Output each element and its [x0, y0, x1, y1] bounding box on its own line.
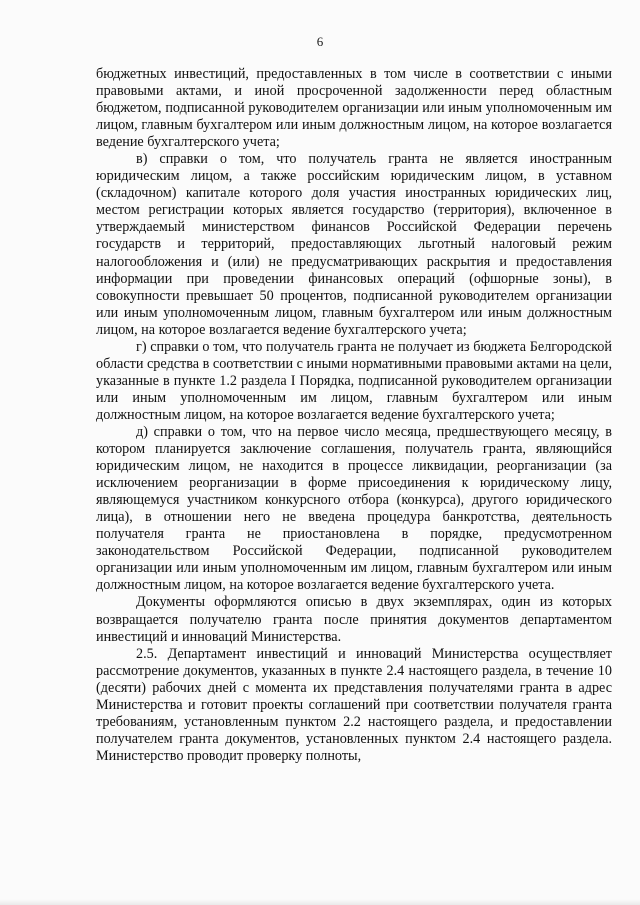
paragraph-item-v: в) справки о том, что получатель гранта не является иностранным юридическим лицом, а также российским юридическим лицом, в уставном (складочном) капитале которого доля участия иностранных юридических лиц, местом регистрации которых является государство (территория), включенное в утверждаемый министерством финансов Российской Федерации перечень государств и территорий, предоставляющих льготный налоговый режим налогообложения и (или) не предусматривающих раскрытия и предоставления информации при проведении финансовых операций (офшорные зоны), в совокупности превышает 50 процентов, подписанной руководителем организации или иным уполномоченным лицом, главным бухгалтером или иным должностным лицом, на которое возлагается ведение бухгалтерского учета;: [96, 151, 612, 338]
page-bottom-edge: [0, 899, 640, 905]
document-body: [96, 66, 612, 765]
paragraph-item-g: г) справки о том, что получатель гранта не получает из бюджета Белгородской области средства в соответствии с иными нормативными правовыми актами на цели, указанные в пункте 1.2 раздела I Порядка, подписанной руководителем организации или иным уполномоченным им лицом, главным бухгалтером или иным должностным лицом, на которое возлагается ведение бухгалтерского учета;: [96, 338, 612, 423]
paragraph-continuation: бюджетных инвестиций, предоставленных в том числе в соответствии с иными правовыми актами, и иной просроченной задолженности перед областным бюджетом, подписанной руководителем организации или иным уполномоченным им лицом, главным бухгалтером или иным должностным лицом, на которое возлагается ведение бухгалтерского учета;: [96, 66, 612, 151]
page-number: 6: [316, 34, 324, 49]
paragraph-section-2-5: 2.5. Департамент инвестиций и инноваций Министерства осуществляет рассмотрение документов, указанных в пункте 2.4 настоящего раздела, в течение 10 (десяти) рабочих дней с момента их представления получателями гранта в адрес Министерства и готовит проекты соглашений при соответствии получателя гранта требованиям, установленным пунктом 2.2 настоящего раздела, и предоставлении получателем гранта документов, установленных пунктом 2.4 настоящего раздела. Министерство проводит проверку полноты,: [96, 645, 612, 764]
paragraph-documents-inventory: Документы оформляются описью в двух экземплярах, один из которых возвращается получателю гранта после принятия документов департаментом инвестиций и инноваций Министерства.: [96, 594, 612, 645]
paragraph-item-d: д) справки о том, что на первое число месяца, предшествующего месяцу, в котором планируется заключение соглашения, получатель гранта, являющийся юридическим лицом, не находится в процессе ликвидации, реорганизации (за исключением реорганизации в форме присоединения к юридическому лицу, являющемуся участником конкурсного отбора (конкурса), другого юридического лица), в отношении него не введена процедура банкротства, деятельность получателя гранта не приостановлена в порядке, предусмотренном законодательством Российской Федерации, подписанной руководителем организации или иным уполномоченным им лицом, главным бухгалтером или иным должностным лицом, на которое возлагается ведение бухгалтерского учета.: [96, 423, 612, 594]
